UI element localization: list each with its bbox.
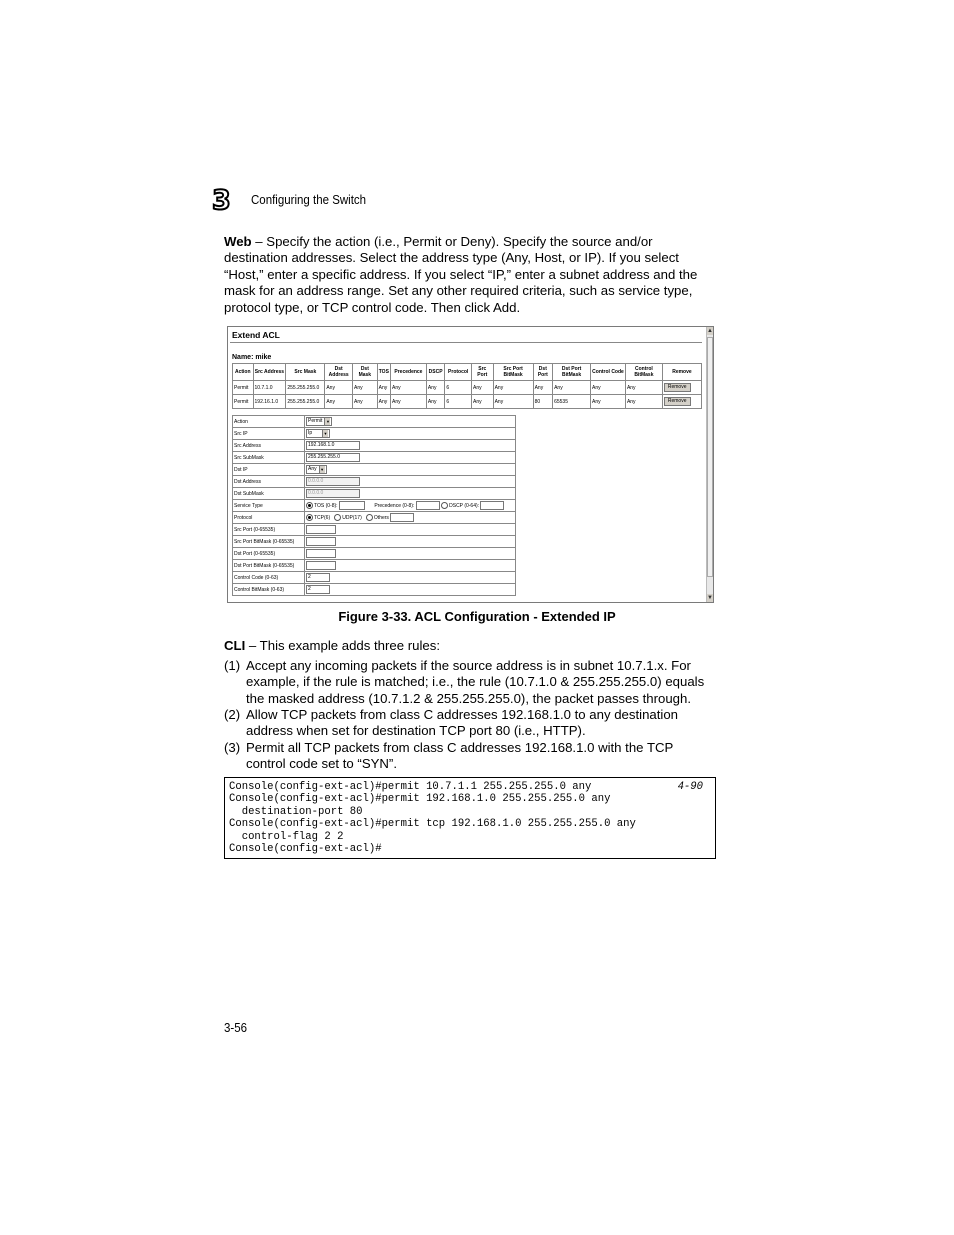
table-header-row — [233, 364, 702, 381]
cell-src-port-bitmask: Any — [493, 381, 533, 395]
form-row-service-type — [233, 500, 516, 512]
others-radio[interactable] — [366, 514, 373, 521]
form-row-src-address — [233, 440, 516, 452]
list-text: Accept any incoming packets if the source address is in subnet 10.7.1.x. For example, if the rule is matched; i.e., the rule (10.7.1.0 & 255.255.255.0) equals the masked address (10.7.1.2 & 255.255.255.0), the packet passes through. — [246, 658, 705, 706]
list-item — [224, 658, 716, 708]
cli-lead: CLI — [224, 638, 246, 653]
form-row-src-port-bitmask — [233, 536, 516, 548]
command-reference: 4-90 — [677, 781, 703, 793]
precedence-label: Precedence (0-8): — [374, 502, 415, 509]
form-row-dst-submask — [233, 488, 516, 500]
udp-label: UDP(17) — [342, 514, 362, 521]
web-text: – Specify the action (i.e., Permit or Deny). Specify the source and/or destination addresses. Select the address type (Any, Host, or IP). If you select “Host,” enter a specific address. If you select “IP,” enter a subnet address and the mask for an address range. Set any other required criteria, such as service type, protocol type, or TCP control code. Then click Add. — [224, 234, 698, 315]
chevron-down-icon: ▼ — [320, 467, 325, 472]
figure-caption: Figure 3-33. ACL Configuration - Extended IP — [338, 609, 616, 624]
src-address-input[interactable]: 192.168.1.0 — [306, 441, 360, 450]
col-remove: Remove — [662, 364, 701, 381]
cell-precedence: Any — [390, 381, 426, 395]
cell-tos: Any — [377, 381, 390, 395]
remove-button[interactable]: Remove — [664, 397, 691, 406]
control-bitmask-input[interactable]: 2 — [306, 585, 330, 594]
dst-submask-input[interactable]: 0.0.0.0 — [306, 489, 360, 498]
src-port-bitmask-label: Src Port BitMask (0-65535) — [233, 536, 305, 548]
src-ip-label: Src IP — [233, 428, 305, 440]
form-row-src-submask — [233, 452, 516, 464]
col-src-mask: Src Mask — [286, 364, 325, 381]
dscp-input[interactable] — [480, 501, 504, 510]
col-dst-address: Dst Address — [325, 364, 353, 381]
list-item — [224, 707, 716, 741]
form-row-control-bitmask — [233, 584, 516, 596]
dst-submask-label: Dst SubMask — [233, 488, 305, 500]
col-dscp: DSCP — [426, 364, 444, 381]
dst-ip-label: Dst IP — [233, 464, 305, 476]
tos-label: TOS (0-8): — [314, 502, 338, 509]
cell-tos: Any — [377, 395, 390, 409]
cell-control-code: Any — [591, 395, 626, 409]
scroll-down-icon[interactable]: ▼ — [707, 595, 713, 601]
col-protocol: Protocol — [445, 364, 472, 381]
form-row-dst-ip — [233, 464, 516, 476]
cli-paragraph — [224, 638, 716, 654]
chapter-title: Configuring the Switch — [251, 193, 367, 207]
list-number: (2) — [224, 707, 241, 722]
cell-control-bitmask: Any — [625, 381, 662, 395]
cli-text: – This example adds three rules: — [245, 638, 440, 653]
dst-ip-select-value: Any — [308, 466, 317, 472]
list-text: Allow TCP packets from class C addresses 192.168.1.0 to any destination address when set for destination TCP port 80 (i.e., HTTP). — [246, 707, 678, 739]
src-address-label: Src Address — [233, 440, 305, 452]
action-select-value: Permit — [308, 418, 323, 424]
col-action: Action — [233, 364, 254, 381]
src-ip-select[interactable] — [306, 429, 330, 438]
form-row-dst-address — [233, 476, 516, 488]
form-row-src-port — [233, 524, 516, 536]
cell-dst-mask: Any — [353, 381, 378, 395]
col-control-bitmask: Control BitMask — [625, 364, 662, 381]
cell-src-address: 10.7.1.0 — [253, 381, 286, 395]
form-row-action — [233, 416, 516, 428]
web-paragraph — [224, 234, 716, 316]
cell-control-bitmask: Any — [625, 395, 662, 409]
chevron-down-icon: ▼ — [323, 431, 328, 436]
dst-ip-select[interactable] — [306, 465, 327, 474]
scroll-up-icon[interactable]: ▲ — [707, 328, 713, 334]
cell-dst-address: Any — [325, 395, 353, 409]
control-code-input[interactable]: 2 — [306, 573, 330, 582]
others-label: Others — [373, 514, 389, 521]
dst-port-input[interactable] — [306, 549, 336, 558]
list-number: (1) — [224, 658, 241, 673]
cell-dscp: Any — [426, 381, 444, 395]
tcp-radio[interactable] — [306, 514, 313, 521]
table-row — [233, 395, 702, 409]
col-precedence: Precedence — [390, 364, 426, 381]
precedence-input[interactable] — [416, 501, 440, 510]
web-lead: Web — [224, 234, 252, 249]
cell-dst-port-bitmask: Any — [553, 381, 591, 395]
others-input[interactable] — [390, 513, 414, 522]
dscp-radio[interactable] — [441, 502, 448, 509]
extend-acl-title: Extend ACL — [232, 330, 280, 340]
cell-dst-port-bitmask: 65535 — [553, 395, 591, 409]
cell-dst-address: Any — [325, 381, 353, 395]
col-control-code: Control Code — [591, 364, 626, 381]
list-item — [224, 740, 716, 774]
acl-entry-form — [232, 415, 516, 596]
control-bitmask-label: Control BitMask (0-63) — [233, 584, 305, 596]
acl-name-label: Name: mike — [232, 354, 272, 361]
page-number: 3-56 — [224, 1021, 248, 1035]
col-dst-mask: Dst Mask — [353, 364, 378, 381]
tos-input[interactable] — [339, 501, 365, 510]
col-src-address: Src Address — [253, 364, 286, 381]
cell-remove — [662, 381, 701, 395]
cell-dst-port: 80 — [533, 395, 552, 409]
service-type-label: Service Type — [233, 500, 305, 512]
cell-dst-port: Any — [533, 381, 552, 395]
tcp-label: TCP(6) — [314, 514, 331, 521]
cell-src-port: Any — [472, 381, 494, 395]
remove-button[interactable]: Remove — [664, 383, 691, 392]
cell-dst-mask: Any — [353, 395, 378, 409]
col-tos: TOS — [377, 364, 390, 381]
cell-src-port-bitmask: Any — [493, 395, 533, 409]
src-submask-label: Src SubMask — [233, 452, 305, 464]
src-port-bitmask-input[interactable] — [306, 537, 336, 546]
dscp-label: DSCP (0-64): — [449, 502, 480, 509]
cell-action: Permit — [233, 381, 254, 395]
tos-radio[interactable] — [306, 502, 313, 509]
cell-dscp: Any — [426, 395, 444, 409]
dst-address-input[interactable]: 0.0.0.0 — [306, 477, 360, 486]
form-row-dst-port — [233, 548, 516, 560]
title-divider — [230, 342, 702, 343]
cell-remove — [662, 395, 701, 409]
cell-src-mask: 255.255.255.0 — [286, 381, 325, 395]
cell-action: Permit — [233, 395, 254, 409]
vertical-scrollbar[interactable] — [706, 327, 713, 602]
src-port-input[interactable] — [306, 525, 336, 534]
cli-code-block — [224, 777, 716, 859]
dst-port-bitmask-label: Dst Port BitMask (0-65535) — [233, 560, 305, 572]
list-text: Permit all TCP packets from class C addresses 192.168.1.0 with the TCP control code set to “SYN”. — [246, 740, 674, 772]
table-row — [233, 381, 702, 395]
action-label: Action — [233, 416, 305, 428]
form-row-protocol — [233, 512, 516, 524]
col-dst-port: Dst Port — [533, 364, 552, 381]
acl-screenshot — [227, 326, 714, 603]
src-submask-input[interactable]: 255.255.255.0 — [306, 453, 360, 462]
cell-control-code: Any — [591, 381, 626, 395]
dst-port-bitmask-input[interactable] — [306, 561, 336, 570]
form-row-dst-port-bitmask — [233, 560, 516, 572]
col-dst-port-bitmask: Dst Port BitMask — [553, 364, 591, 381]
src-port-label: Src Port (0-65535) — [233, 524, 305, 536]
dst-address-label: Dst Address — [233, 476, 305, 488]
col-src-port-bitmask: Src Port BitMask — [493, 364, 533, 381]
form-row-control-code — [233, 572, 516, 584]
cell-src-port: Any — [472, 395, 494, 409]
control-code-label: Control Code (0-63) — [233, 572, 305, 584]
chapter-number: 3 — [212, 185, 231, 216]
cell-protocol: 6 — [445, 395, 472, 409]
cell-src-mask: 255.255.255.0 — [286, 395, 325, 409]
form-row-src-ip — [233, 428, 516, 440]
action-select[interactable] — [306, 417, 332, 426]
cli-code: Console(config-ext-acl)#permit 10.7.1.1 255.255.255.0 any Console(config-ext-acl)#permit 192.168.1.0 255.255.255.0 any destination-port 80 Console(config-ext-acl)#permit tcp 192.168.1.0 255.255.255.0 any control-flag 2 2 Console(config-ext-acl)# — [229, 781, 636, 856]
col-src-port: Src Port — [472, 364, 494, 381]
cell-precedence: Any — [390, 395, 426, 409]
scroll-thumb[interactable] — [707, 337, 713, 577]
chevron-down-icon: ▼ — [325, 419, 330, 424]
src-ip-select-value: Ip — [308, 430, 313, 436]
acl-rules-table — [232, 363, 702, 409]
udp-radio[interactable] — [334, 514, 341, 521]
dst-port-label: Dst Port (0-65535) — [233, 548, 305, 560]
cell-src-address: 192.16.1.0 — [253, 395, 286, 409]
cell-protocol: 6 — [445, 381, 472, 395]
protocol-label: Protocol — [233, 512, 305, 524]
list-number: (3) — [224, 740, 241, 755]
